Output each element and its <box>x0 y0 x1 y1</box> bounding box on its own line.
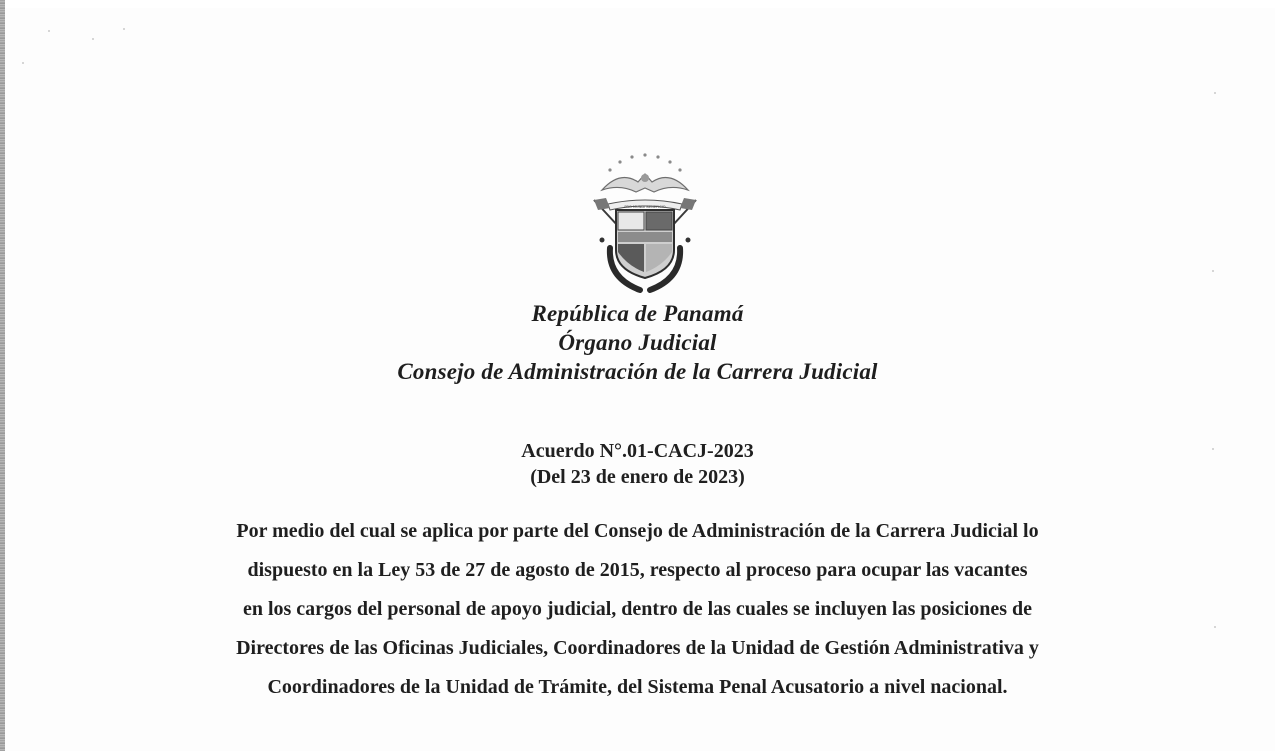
summary-line: en los cargos del personal de apoyo judicial, dentro de las cuales se incluyen las posiciones de <box>242 598 1033 620</box>
institution-header <box>0 299 1275 386</box>
organ-title: Órgano Judicial <box>558 330 717 355</box>
agreement-summary <box>150 512 1125 707</box>
scan-speck <box>1214 92 1216 94</box>
agreement-number: Acuerdo N°.01-CACJ-2023 <box>521 440 754 462</box>
scan-speck <box>123 28 125 30</box>
scan-speck <box>22 62 24 64</box>
seal-banner-text: PRO MUNDI BENEFICIO <box>624 205 666 209</box>
summary-line: Coordinadores de la Unidad de Trámite, del Sistema Penal Acusatorio a nivel nacional. <box>267 676 1008 698</box>
scan-speck <box>92 38 94 40</box>
scan-speck <box>1212 270 1214 272</box>
scan-speck <box>1214 626 1216 628</box>
summary-line: Directores de las Oficinas Judiciales, Coordinadores de la Unidad de Gestión Administrativa y <box>236 637 1039 659</box>
scan-top-margin <box>0 0 1275 8</box>
coat-of-arms-seal <box>580 148 710 296</box>
agreement-header <box>0 438 1275 490</box>
country-title: República de Panamá <box>531 301 744 326</box>
scan-speck <box>48 30 50 32</box>
summary-line: dispuesto en la Ley 53 de 27 de agosto de 2015, respecto al proceso para ocupar las vacantes <box>247 559 1028 581</box>
summary-line: Por medio del cual se aplica por parte del Consejo de Administración de la Carrera Judicial lo <box>236 520 1039 542</box>
council-title: Consejo de Administración de la Carrera Judicial <box>397 359 878 384</box>
agreement-date: (Del 23 de enero de 2023) <box>530 466 745 488</box>
